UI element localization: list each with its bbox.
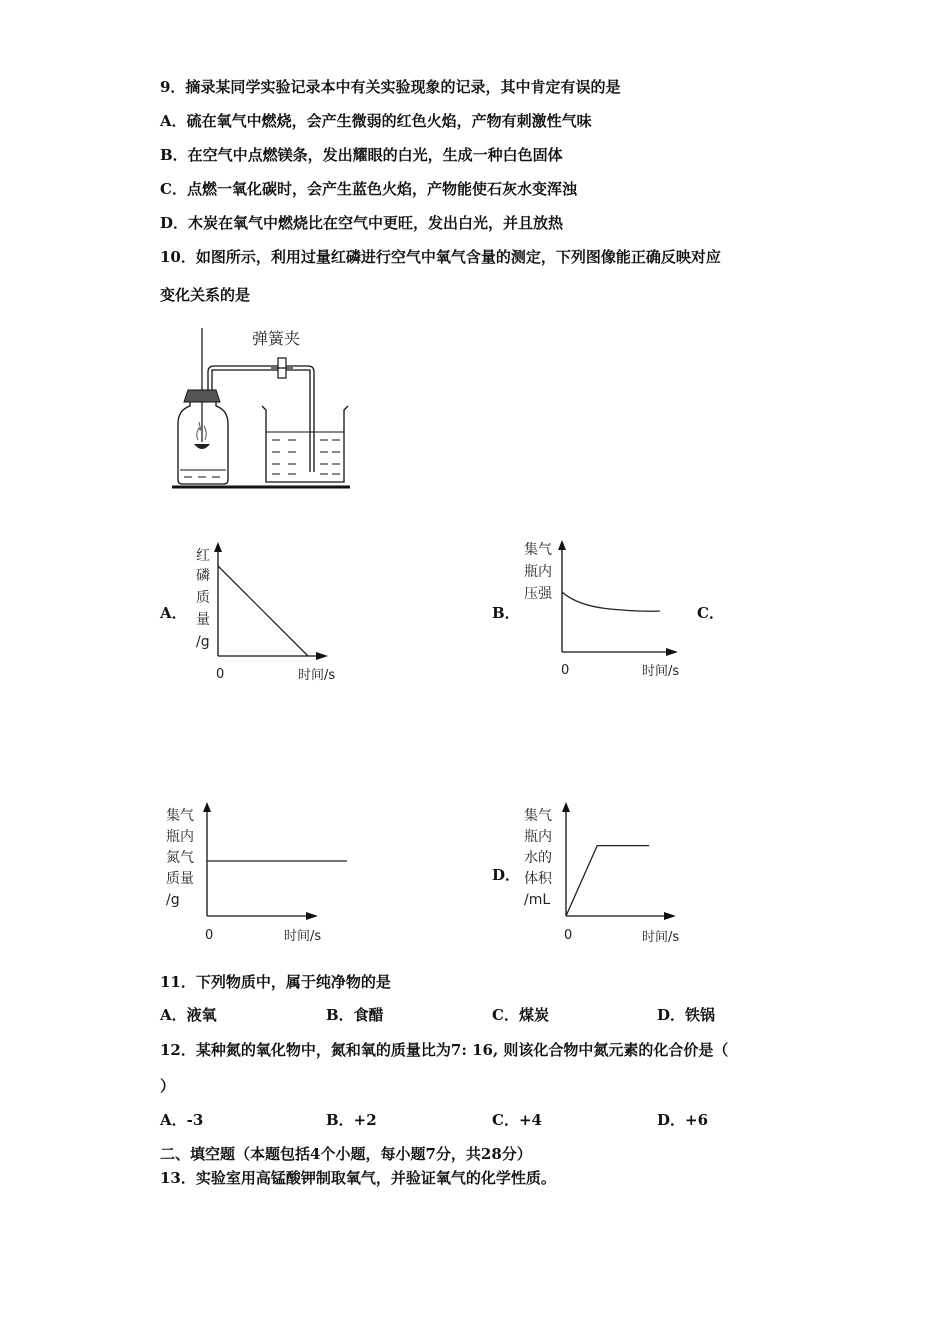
q10-option-b-letter: B． (492, 604, 520, 622)
graph-d (520, 800, 700, 950)
q12-stem: 12．某种氮的氧化物中，氮和氧的质量比为7: 16, 则该化合物中氮元素的化合价是（ (160, 1041, 729, 1059)
graph-c-ylabel-5: /g (166, 892, 180, 908)
q11-option-c: C．煤炭 (492, 1006, 549, 1024)
q13-stem: 13．实验室用高锰酸钾制取氧气，并验证氧气的化学性质。 (160, 1169, 556, 1187)
graph-c-ylabel-2: 瓶内 (166, 829, 194, 845)
q9-option-b: B．在空气中点燃镁条，发出耀眼的白光，生成一种白色固体 (160, 146, 563, 164)
graph-d-y-arrow (562, 802, 570, 812)
graph-c (162, 800, 342, 950)
q12-option-d: D．+6 (657, 1111, 709, 1129)
graph-c-ylabel-1: 集气 (166, 808, 194, 824)
graph-b-ylabel-3: 压强 (524, 586, 552, 602)
q11-stem: 11．下列物质中，属于纯净物的是 (160, 973, 391, 991)
graph-c-ylabel-4: 质量 (166, 871, 194, 887)
graph-d-ylabel-3: 水的 (524, 850, 552, 866)
graph-a-ylabel-4: 量 (196, 612, 210, 628)
graph-d-ylabel-2: 瓶内 (524, 829, 552, 845)
apparatus-label: 弹簧夹 (252, 329, 301, 348)
graph-d-series-line (566, 846, 649, 916)
q12-stem-end: ） (160, 1077, 176, 1095)
graph-d-ylabel-1: 集气 (524, 808, 552, 824)
graph-d-ylabel-5: /mL (524, 892, 551, 908)
q12-option-b: B．+2 (326, 1111, 377, 1129)
q11-option-a: A．液氧 (160, 1006, 217, 1024)
q9-stem: 9．摘录某同学实验记录本中有关实验现象的记录，其中肯定有误的是 (160, 78, 621, 96)
graph-b-x-arrow (666, 648, 678, 656)
section-title: 二、填空题（本题包括4个小题，每小题7分，共28分） (160, 1145, 532, 1163)
graph-b-ylabel-1: 集气 (524, 542, 552, 558)
apparatus-figure (168, 322, 358, 494)
graph-d-ylabel-4: 体积 (524, 871, 552, 887)
q9-option-c: C．点燃一氧化碳时，会产生蓝色火焰，产物能使石灰水变浑浊 (160, 180, 577, 198)
graph-a (190, 540, 350, 690)
graph-b-xlabel: 时间/s (642, 664, 680, 679)
graph-b-series-curve (562, 592, 660, 611)
graph-a-x-arrow (316, 652, 328, 660)
graph-a-series-line (218, 566, 308, 656)
graph-a-xlabel: 时间/s (298, 668, 336, 683)
q10-stem-line1: 10．如图所示，利用过量红磷进行空气中氧气含量的测定，下列图像能正确反映对应 (160, 248, 721, 266)
graph-d-xlabel: 时间/s (642, 930, 680, 945)
graph-c-x-arrow (306, 912, 318, 920)
graph-c-y-arrow (203, 802, 211, 812)
q12-option-c: C．+4 (492, 1111, 542, 1129)
q10-option-a-letter: A． (160, 604, 187, 622)
graph-c-ylabel-3: 氮气 (166, 850, 194, 866)
graph-a-ylabel-3: 质 (196, 590, 210, 606)
graph-a-y-arrow (214, 542, 222, 552)
q10-stem-line2: 变化关系的是 (160, 286, 251, 304)
q9-option-d: D．木炭在氧气中燃烧比在空气中更旺，发出白光，并且放热 (160, 214, 564, 232)
graph-a-ylabel-1: 红 (196, 548, 210, 564)
graph-c-origin: 0 (205, 928, 214, 943)
graph-b (520, 534, 700, 684)
graph-c-xlabel: 时间/s (284, 929, 322, 944)
graph-a-ylabel-5: /g (196, 634, 210, 650)
graph-a-ylabel-2: 磷 (196, 568, 210, 584)
q11-option-b: B．食醋 (326, 1006, 384, 1024)
q10-option-c-letter: C． (697, 604, 724, 622)
graph-d-origin: 0 (564, 928, 573, 943)
q9-option-a: A．硫在氧气中燃烧，会产生微弱的红色火焰，产物有刺激性气味 (160, 112, 592, 130)
graph-b-y-arrow (558, 540, 566, 550)
q11-option-d: D．铁锅 (657, 1006, 716, 1024)
graph-b-origin: 0 (561, 663, 570, 678)
graph-d-x-arrow (664, 912, 676, 920)
graph-b-ylabel-2: 瓶内 (524, 564, 552, 580)
q10-option-d-letter: D． (492, 866, 521, 884)
graph-a-origin: 0 (216, 667, 225, 682)
q12-option-a: A．-3 (160, 1111, 204, 1129)
